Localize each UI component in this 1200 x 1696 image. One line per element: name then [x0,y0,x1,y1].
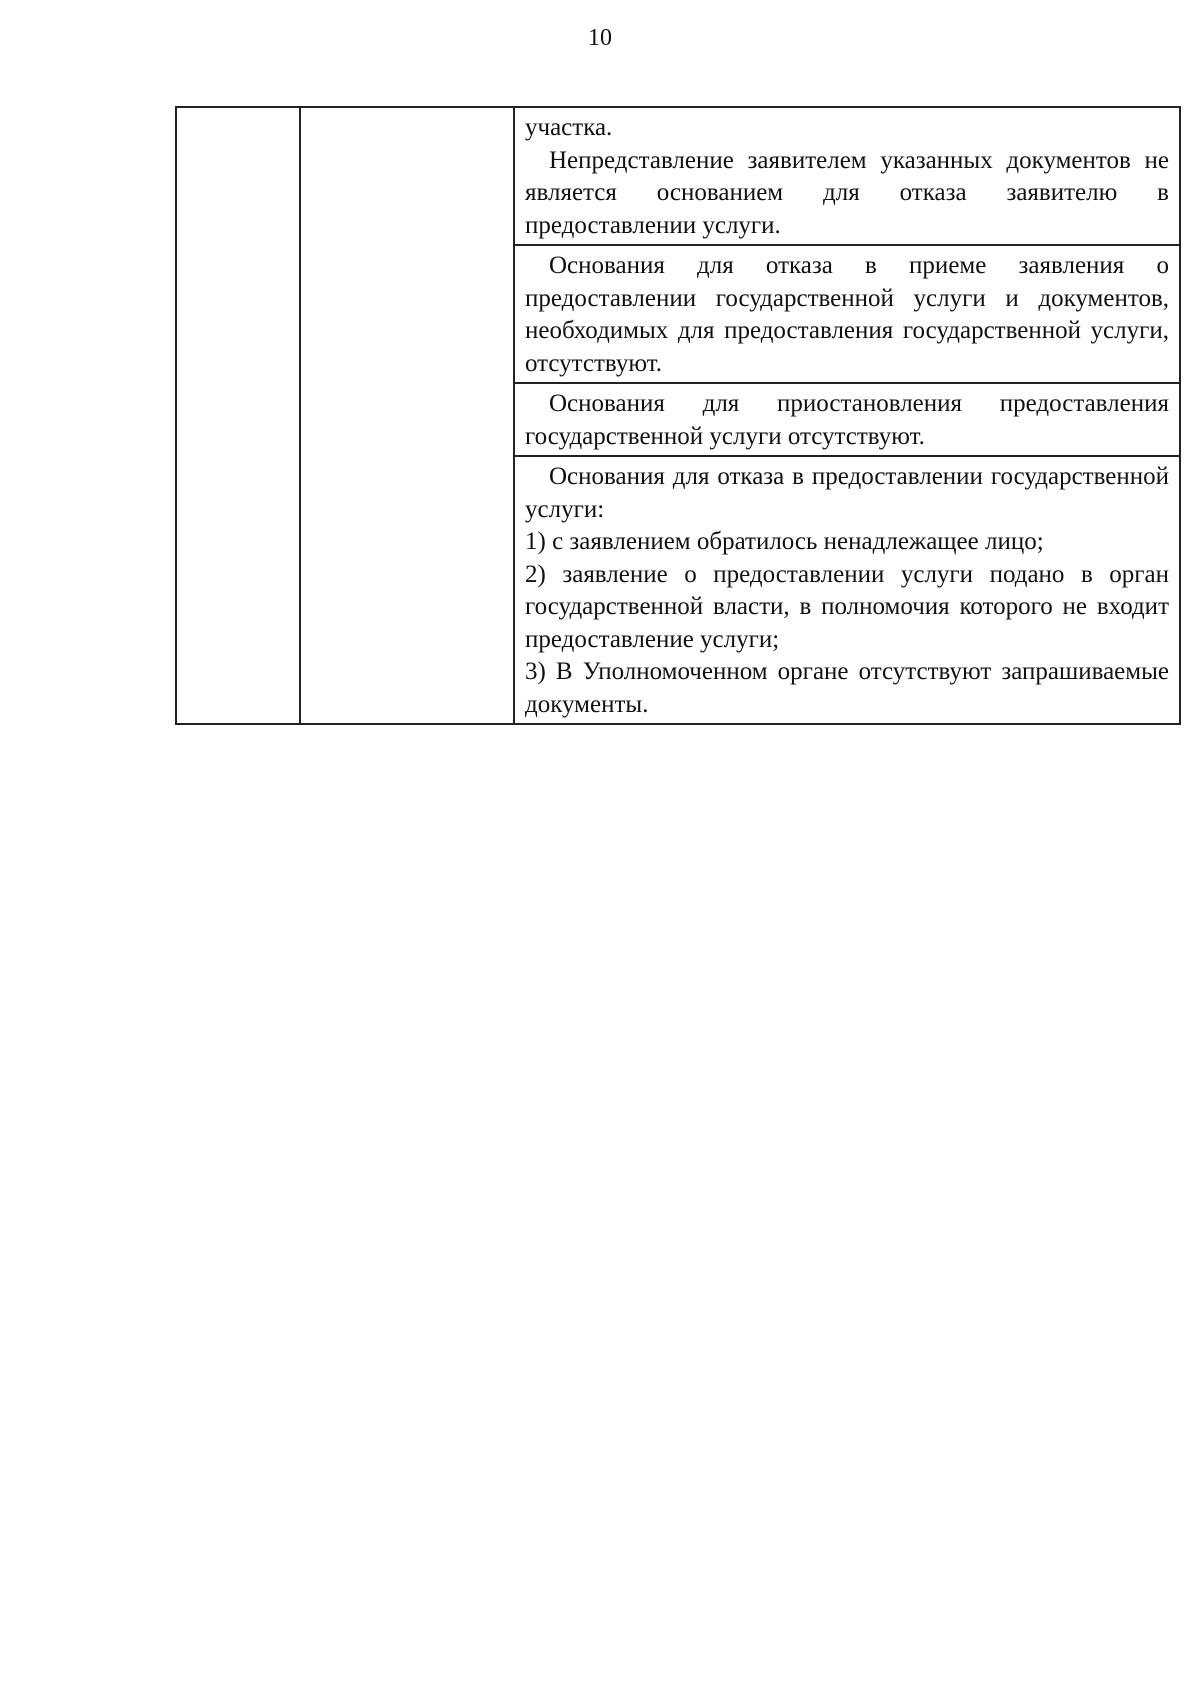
table-cell-refusal-reception [514,245,1180,383]
text-paragraph: участка. [525,114,613,141]
table-row [176,107,1180,245]
list-item: 1) с заявлением обратилось ненадлежащее лицо; [525,528,1044,555]
table-cell-documents-note [514,107,1180,245]
text-paragraph: Основания для отказа в предоставлении государственной услуги: [525,463,1169,523]
text-paragraph: Непредставление заявителем указанных документов не является основанием для отказа заявителю в предоставлении услуги. [525,146,1169,239]
list-item: 3) В Уполномоченном органе отсутствуют запрашиваемые документы. [525,658,1169,718]
table-cell-empty-col2 [300,107,514,724]
table-cell-refusal-grounds [514,456,1180,724]
table-cell-empty-col1 [176,107,300,724]
text-paragraph: Основания для отказа в приеме заявления о предоставлении государственной услуги и документов, необходимых для предоставления государственной услуги, отсутствуют. [525,252,1169,377]
text-paragraph: Основания для приостановления предоставления государственной услуги отсутствуют. [525,390,1169,450]
page-number: 10 [588,25,612,51]
list-item: 2) заявление о предоставлении услуги подано в орган государственной власти, в полномочия которого не входит предоставление услуги; [525,560,1169,653]
services-table [175,106,1181,725]
table-cell-suspension [514,383,1180,456]
